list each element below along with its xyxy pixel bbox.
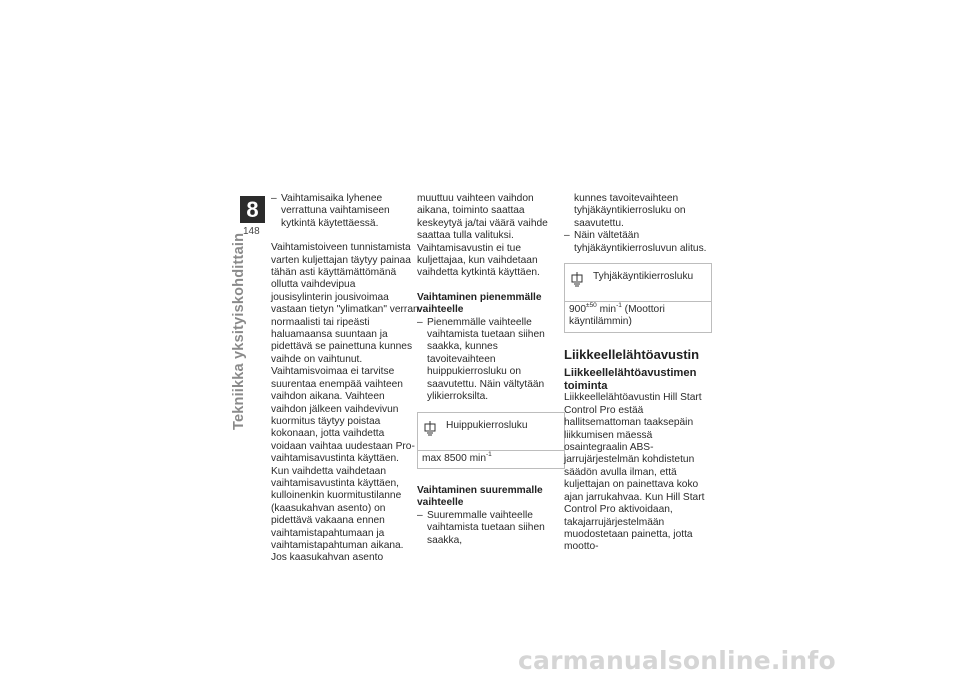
column-2 [417, 193, 565, 547]
spec-box-idle-rpm [564, 263, 712, 333]
spec-value-idle-rpm: $900^{\pm 50}$ $\min^{-1}$ (Moottori käyntilämmin) [565, 301, 711, 332]
spec-label-max-rpm: Huippukierrosluku [446, 419, 528, 431]
bullet-shift-time: – Vaihtamisaika lyhenee verrattuna vaihtamiseen kytkintä käytettäessä. [271, 193, 419, 230]
bullet-upshift: – Suuremmalle vaihteelle vaihtamista tuetaan siihen saakka, [417, 510, 565, 547]
paragraph-shift-detection: Vaihtamistoiveen tunnistamista varten kuljettajan täytyy painaa tähän asti käyttämättömänä ollutta vaihdevipua jousisylinterin jousivoimaa vastaan tietyn "ylimatkan" verran normaalisti tai ripeästi haluamaansa suuntaan ja pidettävä se painettuna kunnes vaihde on vaihtunut. Vaihtamisvoimaa ei tarvitse suurentaa enempää vaihteen vaihdon aikana. Vaihteen vaihdon jälkeen vaihdevivun kuormitus täytyy poistaa kokonaan, jotta vaihdetta voidaan vaihtaa uudestaan Pro-vaihtamisavustinta käyttäen. Kun vaihdetta vaihdetaan vaihtamisavustinta käyttäen, kulloinenkin kuormitustilanne (kaasukahvan asento) on pidettävä vakaana ennen vaihtamistapahtumaan ja vaihtamistapahtuman aikana. Jos kaasukahvan asento [271, 242, 419, 564]
paragraph-upshift-continued: kunnes tavoitevaihteen tyhjäkäyntikierrosluku on saavutettu. [574, 193, 686, 229]
column-3 [564, 193, 712, 554]
bullet-downshift: – Pienemmälle vaihteelle vaihtamista tuetaan siihen saakka, kunnes tavoitevaihteen huippukierrosluku on saavutettu. Näin vältytään ylikierroksilta. [417, 317, 565, 404]
tachometer-icon [424, 420, 436, 436]
subsection-heading-hill-start-function: Liikkeellelähtöavustimen toiminta [564, 366, 697, 392]
tachometer-icon [571, 271, 583, 287]
section-heading-hill-start: Liikkeellelähtöavustin [564, 346, 700, 362]
heading-downshift: Vaihtaminen pienemmälle vaihteelle [417, 291, 542, 316]
chapter-title: Tekniikka yksityiskohdittain [231, 232, 247, 430]
heading-upshift: Vaihtaminen suuremmalle vaihteelle [417, 484, 543, 509]
bullet-idle-avoid: – Näin vältetään tyhjäkäyntikierrosluvun alitus. [564, 230, 712, 255]
column-1 [271, 193, 419, 565]
watermark: carmanualsonline.info [518, 646, 836, 675]
spec-label-idle-rpm: Tyhjäkäyntikierrosluku [593, 271, 694, 283]
spec-box-max-rpm [417, 412, 565, 469]
spec-value-max-rpm: max 8500 $\min^{-1}$ [418, 450, 564, 468]
page-number: 148 [243, 226, 260, 237]
paragraph-hill-start: Liikkeellelähtöavustin Hill Start Control Pro estää hallitsemattoman taaksepäin liikkumisen mäessä osaintegraalin ABS-jarrujärjestelmän kohdistetun säädön avulla ilman, että kuljettajan on painettava koko ajan jarrukahvaa. Kun Hill Start Control Pro aktivoidaan, takajarrujärjestelmään muodostetaan painetta, jotta mootto- [564, 392, 705, 553]
chapter-number: 8 [240, 196, 265, 223]
paragraph-shift-continued: muuttuu vaihteen vaihdon aikana, toiminto saattaa keskeytyä ja/tai väärä vaihde saattaa tulla valituksi. Vaihtamisavustin ei tue kuljettajaa, kun vaihdetaan vaihdetta kytkintä käyttäen. [417, 193, 548, 279]
